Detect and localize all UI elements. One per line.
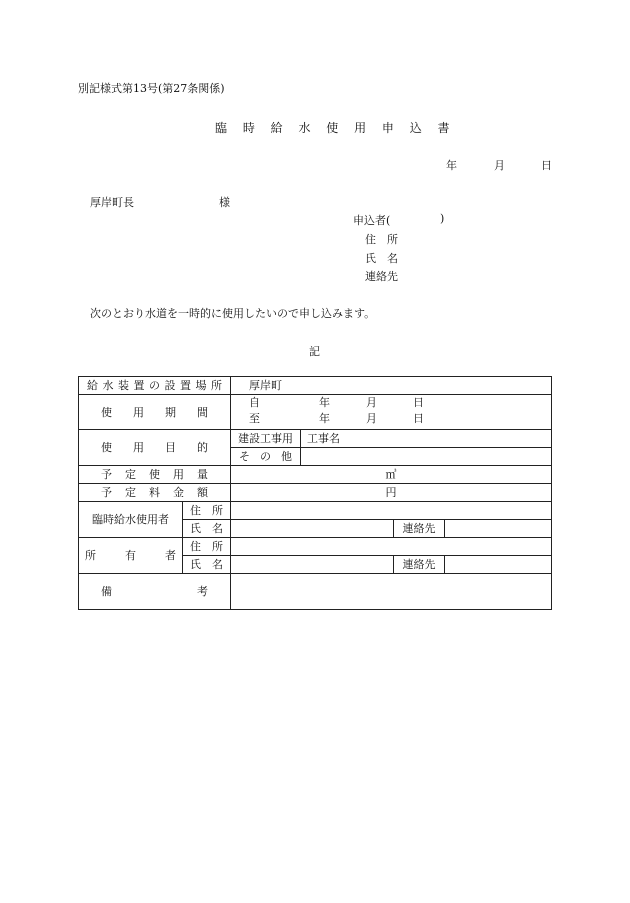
page-title: 臨 時 給 水 使 用 申 込 書	[215, 121, 456, 135]
to-month: 月	[366, 412, 377, 425]
period-label: 使 用 期 間	[79, 395, 231, 430]
applicant-label-close: )	[440, 212, 445, 225]
fee-unit[interactable]: 円	[231, 484, 552, 502]
row-period	[79, 395, 552, 430]
temp-user-address-value[interactable]	[231, 502, 552, 520]
temp-user-name-value[interactable]	[231, 520, 394, 538]
owner-contact-label: 連絡先	[394, 556, 445, 574]
temp-user-contact-label: 連絡先	[394, 520, 445, 538]
owner-address-label: 住 所	[183, 538, 231, 556]
remarks-label: 備 考	[79, 574, 231, 610]
owner-name-label: 氏 名	[183, 556, 231, 574]
owner-label: 所 有 者	[79, 538, 183, 574]
from-month: 月	[366, 396, 377, 409]
period-dates[interactable]	[231, 395, 552, 430]
volume-unit[interactable]: ㎥	[231, 466, 552, 484]
purpose-label: 使 用 目 的	[79, 430, 231, 466]
to-year: 年	[319, 412, 330, 425]
owner-contact-value[interactable]	[445, 556, 552, 574]
row-fee	[79, 484, 552, 502]
remarks-value[interactable]	[231, 574, 552, 610]
period-to: 至	[249, 412, 260, 425]
date-year: 年	[446, 159, 457, 172]
applicant-contact: 連絡先	[365, 270, 398, 283]
addressee-name: 厚岸町長	[90, 196, 134, 209]
temp-user-name-label: 氏 名	[183, 520, 231, 538]
from-day: 日	[413, 396, 424, 409]
temp-user-address-label: 住 所	[183, 502, 231, 520]
form-number: 別記様式第13号(第27条関係)	[78, 82, 225, 95]
location-value[interactable]: 厚岸町	[231, 377, 552, 395]
other-value[interactable]	[301, 448, 552, 466]
row-remarks	[79, 574, 552, 610]
temp-user-contact-value[interactable]	[445, 520, 552, 538]
fee-label: 予 定 料 金 額	[79, 484, 231, 502]
construction-label: 建設工事用	[231, 430, 301, 448]
row-temp-user-address	[79, 502, 552, 520]
temp-user-label: 臨時給水使用者	[79, 502, 183, 538]
location-label: 給 水 装 置 の 設 置 場 所	[79, 377, 231, 395]
addressee-honorific: 様	[219, 196, 230, 209]
from-year: 年	[319, 396, 330, 409]
row-volume	[79, 466, 552, 484]
ki-heading: 記	[309, 345, 320, 358]
construction-name[interactable]: 工事名	[301, 430, 552, 448]
date-month: 月	[494, 159, 505, 172]
row-purpose-construction	[79, 430, 552, 448]
body-text: 次のとおり水道を一時的に使用したいので申し込みます。	[90, 307, 376, 320]
applicant-label: 申込者(	[353, 214, 391, 227]
row-owner-address	[79, 538, 552, 556]
owner-address-value[interactable]	[231, 538, 552, 556]
applicant-name: 氏 名	[365, 252, 398, 265]
application-table	[78, 376, 552, 610]
volume-label: 予 定 使 用 量	[79, 466, 231, 484]
to-day: 日	[413, 412, 424, 425]
period-from: 自	[249, 396, 260, 409]
other-label: そ の 他	[231, 448, 301, 466]
owner-name-value[interactable]	[231, 556, 394, 574]
date-day: 日	[541, 159, 552, 172]
applicant-address: 住 所	[365, 233, 398, 246]
row-location	[79, 377, 552, 395]
